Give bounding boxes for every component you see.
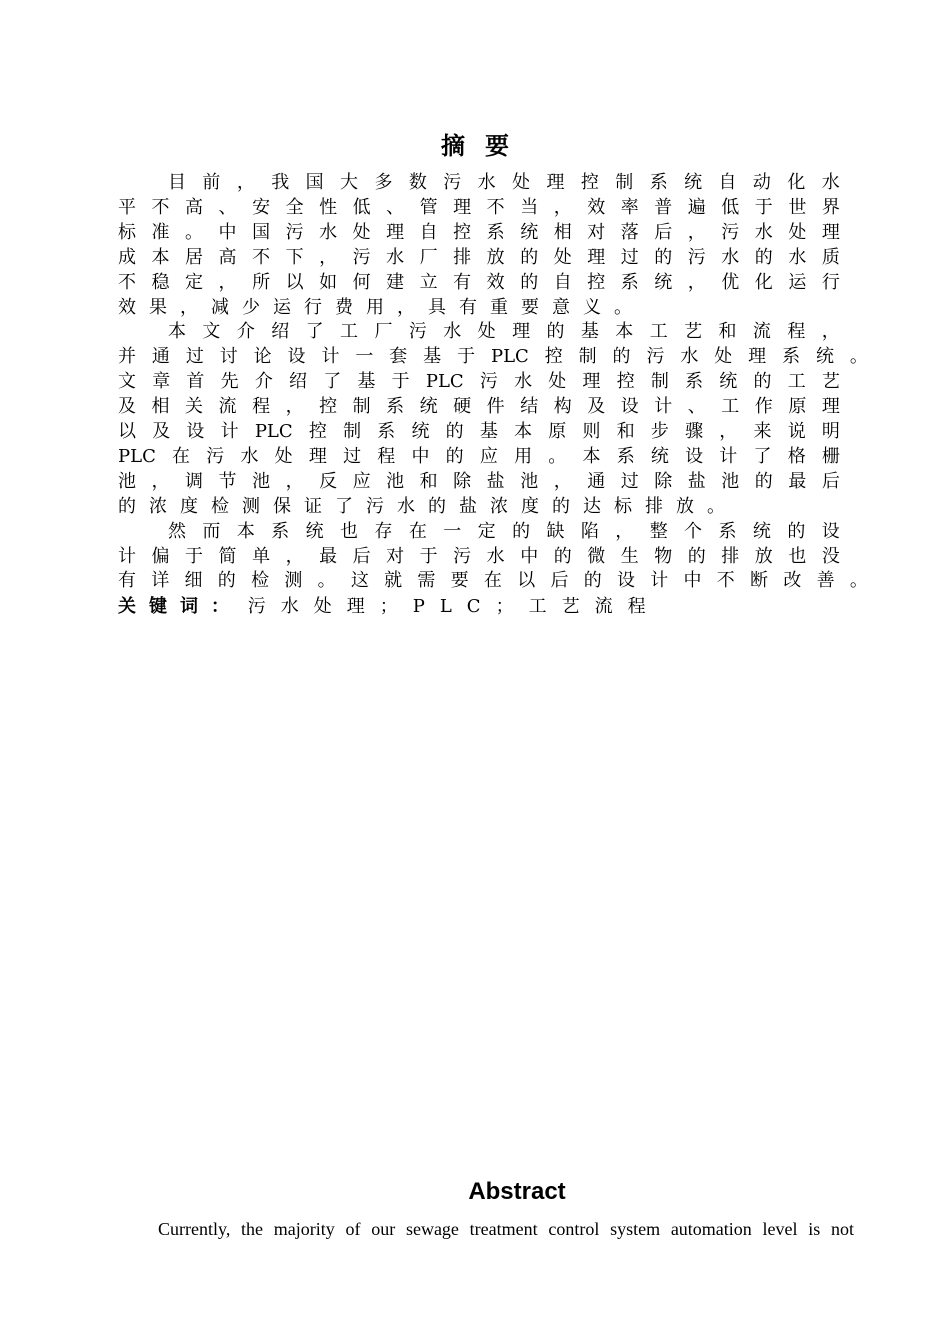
abstract-cn-line: 本 文 介 绍 了 工 厂 污 水 处 理 的 基 本 工 艺 和 流 程 ，: [168, 321, 840, 343]
abstract-cn-title: 摘要: [441, 132, 529, 160]
abstract-cn-line: 的 浓 度 检 测 保 证 了 污 水 的 盐 浓 度 的 达 标 排 放 。: [118, 495, 725, 517]
abstract-cn-line: 以 及 设 计 PLC 控 制 系 统 的 基 本 原 则 和 步 骤 ， 来 说 明: [118, 421, 840, 442]
abstract-cn-line: 不 稳 定 ， 所 以 如 何 建 立 有 效 的 自 控 系 统 ， 优 化 运 行: [118, 271, 840, 293]
keywords-label: 关 键 词 ：: [118, 596, 229, 617]
abstract-cn-line: 成 本 居 高 不 下 ， 污 水 厂 排 放 的 处 理 过 的 污 水 的 水 质: [118, 246, 840, 268]
abstract-cn-line: 计 偏 于 简 单 ， 最 后 对 于 污 水 中 的 微 生 物 的 排 放 也 没: [118, 545, 840, 567]
abstract-cn-line: 及 相 关 流 程 ， 控 制 系 统 硬 件 结 构 及 设 计 、 工 作 原 理: [118, 396, 840, 418]
abstract-cn-line: 然 而 本 系 统 也 存 在 一 定 的 缺 陷 ， 整 个 系 统 的 设: [168, 520, 840, 542]
abstract-cn-line: PLC 在 污 水 处 理 过 程 中 的 应 用 。 本 系 统 设 计 了 格 栅: [118, 445, 840, 467]
abstract-cn-line: 有 详 细 的 检 测 。 这 就 需 要 在 以 后 的 设 计 中 不 断 改 善 。: [118, 570, 868, 592]
abstract-cn-line: 标 准 。 中 国 污 水 处 理 自 控 系 统 相 对 落 后 ， 污 水 处 理: [118, 221, 840, 243]
abstract-cn-line: 池 ， 调 节 池 ， 反 应 池 和 除 盐 池 ， 通 过 除 盐 池 的 最 后: [118, 470, 840, 492]
abstract-cn-line: 效 果 ， 减 少 运 行 费 用 ， 具 有 重 要 意 义 。: [118, 296, 632, 318]
keywords-line: [118, 594, 661, 619]
abstract-cn-line: 文 章 首 先 介 绍 了 基 于 PLC 污 水 处 理 控 制 系 统 的 工 艺: [118, 371, 840, 393]
keywords-text: 污水处理；PLC；工艺流程: [247, 596, 661, 617]
abstract-cn-line: 目 前 ， 我 国 大 多 数 污 水 处 理 控 制 系 统 自 动 化 水: [168, 172, 840, 193]
abstract-cn-line: 并 通 过 讨 论 设 计 一 套 基 于 PLC 控 制 的 污 水 处 理 系 统 。: [118, 346, 868, 368]
abstract-en-title: Abstract: [468, 1178, 566, 1205]
abstract-en-first-line: Currently, the majority of our sewage treatment control system automation level is not: [158, 1219, 854, 1239]
abstract-cn-line: 平 不 高 、 安 全 性 低 、 管 理 不 当 ， 效 率 普 遍 低 于 世 界: [118, 196, 840, 218]
